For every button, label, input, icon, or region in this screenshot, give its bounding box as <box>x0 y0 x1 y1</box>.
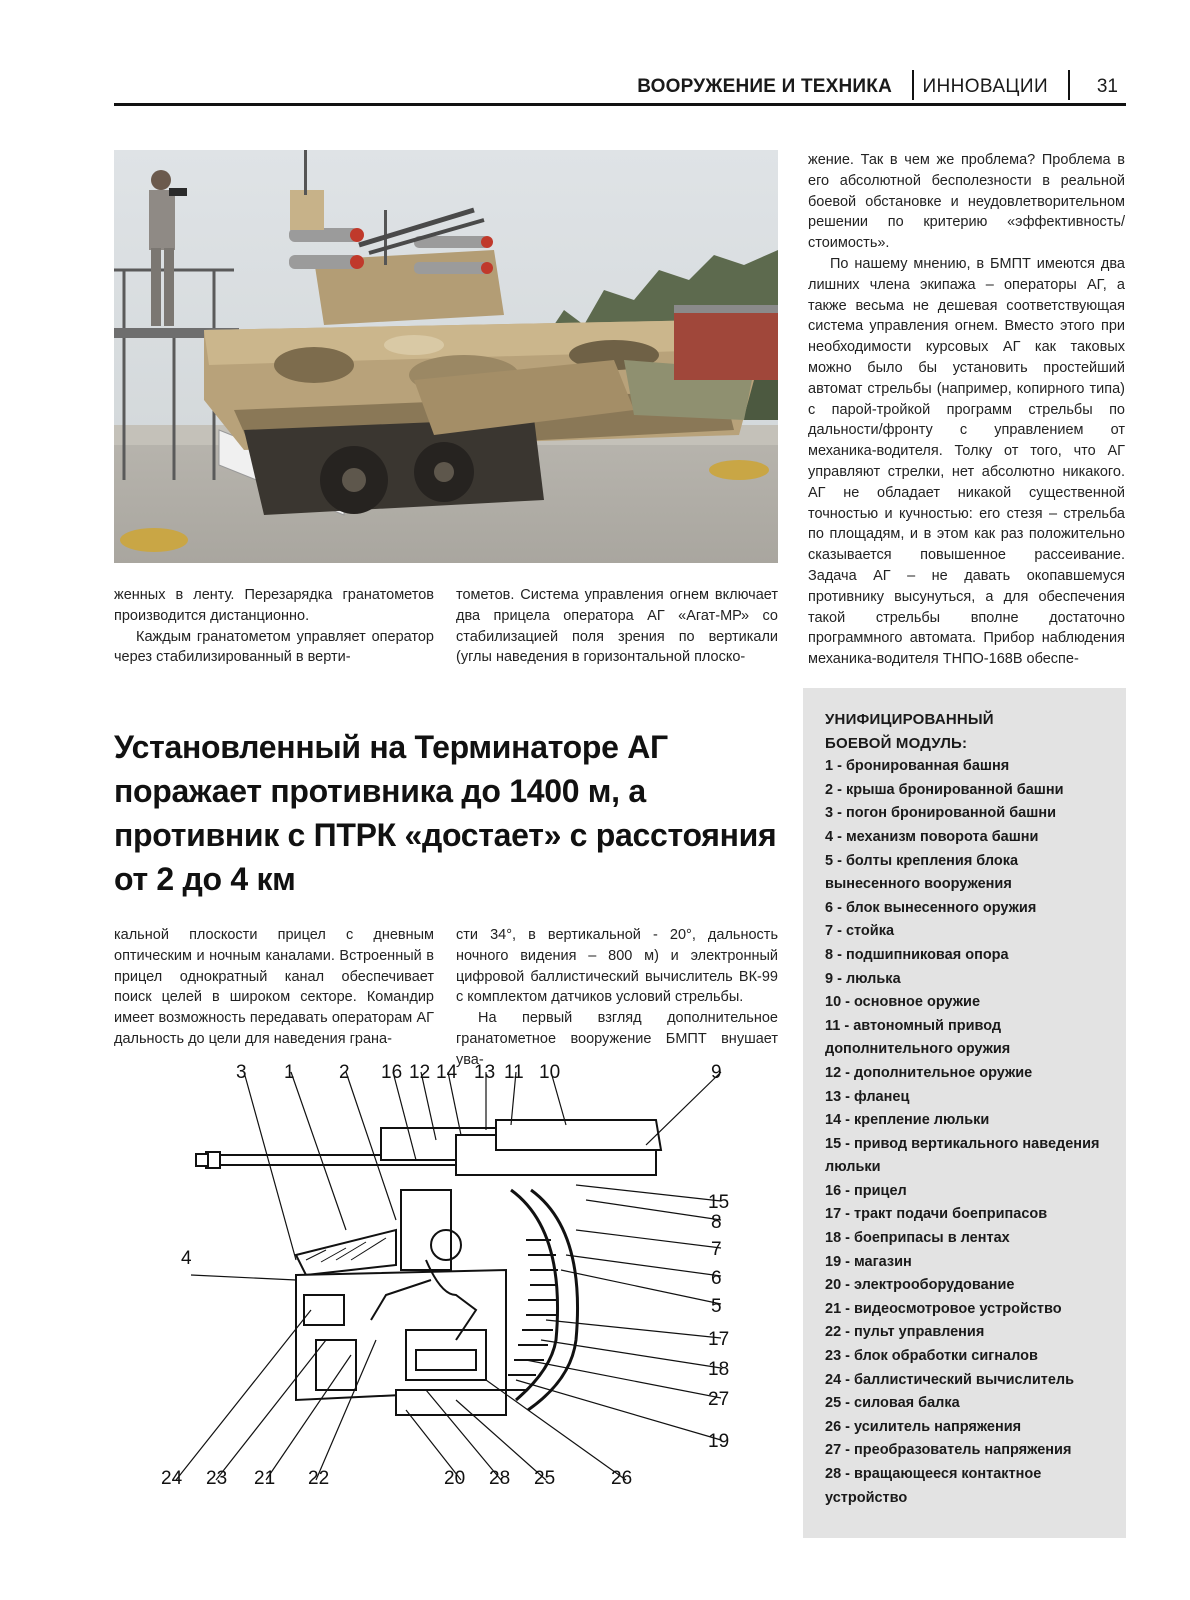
callout-label: 1 <box>284 1062 295 1083</box>
paragraph: Каждым гранатометом управляет оператор через стабилизированный в верти- <box>114 628 434 666</box>
module-schematic <box>156 1062 756 1540</box>
page-header <box>114 70 1126 106</box>
legend-item: 5 - болты крепления блока вынесенного вооружения <box>825 852 1019 893</box>
header-separator <box>912 70 914 100</box>
callout-label: 13 <box>474 1062 496 1083</box>
column-a-text <box>114 585 434 668</box>
callout-label: 18 <box>708 1359 730 1380</box>
legend-item: 27 - преобразователь напряжения <box>825 1442 1072 1459</box>
module-diagram <box>156 1062 756 1540</box>
legend-item: 17 - тракт подачи боеприпасов <box>825 1206 1048 1223</box>
column-b-text <box>456 585 778 668</box>
header-separator <box>1068 70 1070 100</box>
column-d-text <box>456 925 778 1071</box>
legend-list <box>825 755 1108 1510</box>
legend-item: 2 - крыша бронированной башни <box>825 781 1064 798</box>
legend-item: 14 - крепление люльки <box>825 1112 990 1129</box>
paragraph: По нашему мнению, в БМПТ имеются два лишних члена экипажа – операторы АГ, а также весьма не дешевая соответствующая система управления огнем. Вместо этого при необходимости курсовых АГ как таковых можно было бы установить простейший автомат стрельбы (например, копирного типа) с парой-тройкой программ стрельбы по дальности/фронту с управлением от механика-водителя. Толку от того, что АГ управляют стрелки, нет абсолютно никакого. АГ не обладает никакой существенной точностью и кучностью: его стезя – стрельба по площадям, и в этом как раз положительно сказывается повышенное рассеивание. Задача АГ – не давать окопавшемуся противнику высунуться, а для обеспечения такой стрельбы вполне достаточно программного автомата. Прибор наблюдения механика-водителя ТНПО-168В обеспе- <box>808 255 1125 668</box>
callout-label: 20 <box>444 1468 466 1489</box>
callout-label: 4 <box>181 1248 192 1269</box>
callout-label: 25 <box>534 1468 556 1489</box>
paragraph: тометов. Система управления огнем включает два прицела оператора АГ «Агат-МР» со стабилизацией поля зрения по вертикали (углы наведения в горизонтальной плоско- <box>456 587 778 666</box>
legend-item: 22 - пульт управления <box>825 1324 985 1341</box>
paragraph: кальной плоскости прицел с дневным оптическим и ночным каналами. Встроенный в прицел однократный канал обеспечивает поиск целей в широком секторе. Командир имеет возможность передавать операторам АГ дальность до цели для наведения грана- <box>114 927 434 1047</box>
callout-label: 14 <box>436 1062 458 1083</box>
legend-item: 19 - магазин <box>825 1253 912 1270</box>
callout-label: 16 <box>381 1062 403 1083</box>
legend-item: 13 - фланец <box>825 1088 910 1105</box>
callout-label: 15 <box>708 1192 730 1213</box>
callout-label: 3 <box>236 1062 247 1083</box>
legend-item: 10 - основное оружие <box>825 994 981 1011</box>
callout-label: 24 <box>161 1468 183 1489</box>
callout-label: 5 <box>711 1296 722 1317</box>
paragraph: жение. Так в чем же проблема? Проблема в его абсолютной бесполезности в реальной боевой обстановке и неудовлетворительном решении по критерию «эффективность/стоимость». <box>808 152 1125 252</box>
column-c-text <box>114 925 434 1050</box>
legend-item: 15 - привод вертикального наведения люльки <box>825 1135 1100 1176</box>
legend-item: 8 - подшипниковая опора <box>825 946 1009 963</box>
legend-item: 6 - блок вынесенного оружия <box>825 899 1037 916</box>
legend-item: 7 - стойка <box>825 923 895 940</box>
callout-label: 10 <box>539 1062 561 1083</box>
legend-title: УНИФИЦИРОВАННЫЙ <box>825 711 994 728</box>
legend-item: 23 - блок обработки сигналов <box>825 1348 1038 1365</box>
legend-item: 3 - погон бронированной башни <box>825 805 1056 822</box>
callout-label: 22 <box>308 1468 330 1489</box>
legend-item: 9 - люлька <box>825 970 901 987</box>
callout-label: 9 <box>711 1062 722 1083</box>
pull-quote: Установленный на Терминаторе АГ поражает противника до 1400 м, а противник с ПТРК «достает» с расстояния от 2 до 4 км <box>114 729 777 897</box>
legend-item: 18 - боеприпасы в лентах <box>825 1230 1010 1247</box>
callout-label: 6 <box>711 1268 722 1289</box>
legend-sidebar <box>803 688 1126 1538</box>
legend-item: 20 - электрооборудование <box>825 1277 1015 1294</box>
callout-label: 7 <box>711 1239 722 1260</box>
callout-label: 23 <box>206 1468 228 1489</box>
callout-label: 8 <box>711 1212 722 1233</box>
legend-item: 21 - видеосмотровое устройство <box>825 1300 1062 1317</box>
right-column-text <box>808 150 1125 670</box>
callout-label: 19 <box>708 1431 730 1452</box>
callout-label: 27 <box>708 1389 730 1410</box>
legend-item: 4 - механизм поворота башни <box>825 828 1039 845</box>
vehicle-photo <box>114 150 778 563</box>
paragraph: сти 34°, в вертикальной - 20°, дальность ночного видения – 800 м) и электронный цифровой баллистический вычислитель ВК-99 с комплектом датчиков условий стрельбы. <box>456 927 778 1006</box>
legend-item: 28 - вращающееся контактное устройство <box>825 1466 1042 1506</box>
legend-item: 26 - усилитель напряжения <box>825 1418 1022 1435</box>
legend-item: 16 - прицел <box>825 1182 907 1199</box>
header-rubric: ИННОВАЦИИ <box>922 76 1048 97</box>
legend-item: 24 - баллистический вычислитель <box>825 1371 1075 1388</box>
legend-item: 25 - силовая балка <box>825 1395 960 1412</box>
callout-label: 17 <box>708 1329 730 1350</box>
header-rule <box>114 103 1126 106</box>
callout-label: 12 <box>409 1062 431 1083</box>
paragraph: женных в ленту. Перезарядка гранатометов производится дистанционно. <box>114 587 434 624</box>
paragraph: На первый взгляд дополнительное гранатометное вооружение БМПТ внушает ува- <box>456 1010 778 1068</box>
legend-title: БОЕВОЙ МОДУЛЬ: <box>825 734 968 752</box>
callout-label: 26 <box>611 1468 633 1489</box>
page-number: 31 <box>1096 76 1118 97</box>
callout-label: 28 <box>489 1468 511 1489</box>
callout-label: 2 <box>339 1062 350 1083</box>
callout-label: 21 <box>254 1468 276 1489</box>
callout-label: 11 <box>504 1062 524 1083</box>
legend-item: 1 - бронированная башня <box>825 758 1010 775</box>
header-section: ВООРУЖЕНИЕ И ТЕХНИКА <box>637 76 892 97</box>
legend-item: 11 - автономный привод дополнительного оружия <box>825 1017 1011 1058</box>
legend-item: 12 - дополнительное оружие <box>825 1064 1033 1081</box>
